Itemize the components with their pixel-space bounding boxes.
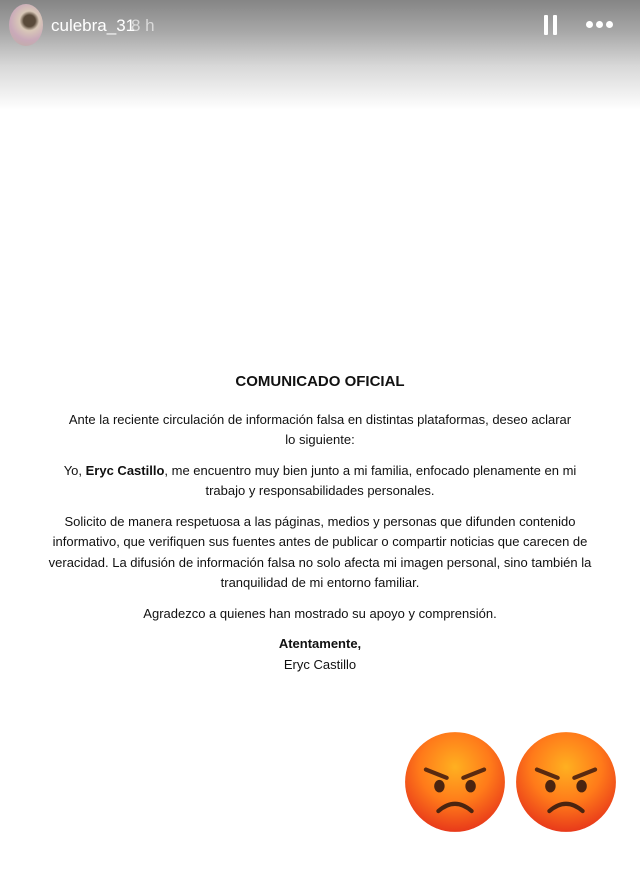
signature: Eryc Castillo	[283, 656, 357, 672]
closing: Atentamente,	[278, 636, 362, 651]
p2-pre: Yo,	[63, 462, 86, 478]
paragraph-thanks: Agradezco a quienes han mostrado su apoyo y comprensión.	[143, 605, 497, 621]
timestamp: 8 h	[131, 16, 155, 35]
more-options-icon[interactable]	[586, 21, 613, 28]
angry-face-icon[interactable]	[403, 730, 507, 834]
story-header	[0, 0, 640, 52]
document-title: COMUNICADO OFICIAL	[235, 373, 405, 390]
author-name: Eryc Castillo	[85, 462, 165, 478]
paragraph-request: Solicito de manera respetuosa a las páginas, medios y personas que difunden contenido informativo, que verifiquen sus fuentes antes de publicar o compartir noticias que carecen de veracidad. La difusión de información falsa no solo afecta mi imagen personal, sino también la tranquilidad de mi entorno familiar.	[48, 513, 592, 590]
angry-face-icon[interactable]	[514, 730, 618, 834]
paragraph-status	[40, 461, 600, 502]
username[interactable]: culebra_31	[51, 16, 136, 35]
p2-post: , me encuentro muy bien junto a mi familia, enfocado plenamente en mi trabajo y responsabilidades personales.	[164, 462, 577, 498]
statement-document	[40, 372, 600, 675]
paragraph-intro: Ante la reciente circulación de información falsa en distintas plataformas, deseo aclarar lo siguiente:	[68, 411, 572, 447]
pause-icon[interactable]	[544, 15, 558, 35]
avatar[interactable]	[9, 4, 43, 46]
